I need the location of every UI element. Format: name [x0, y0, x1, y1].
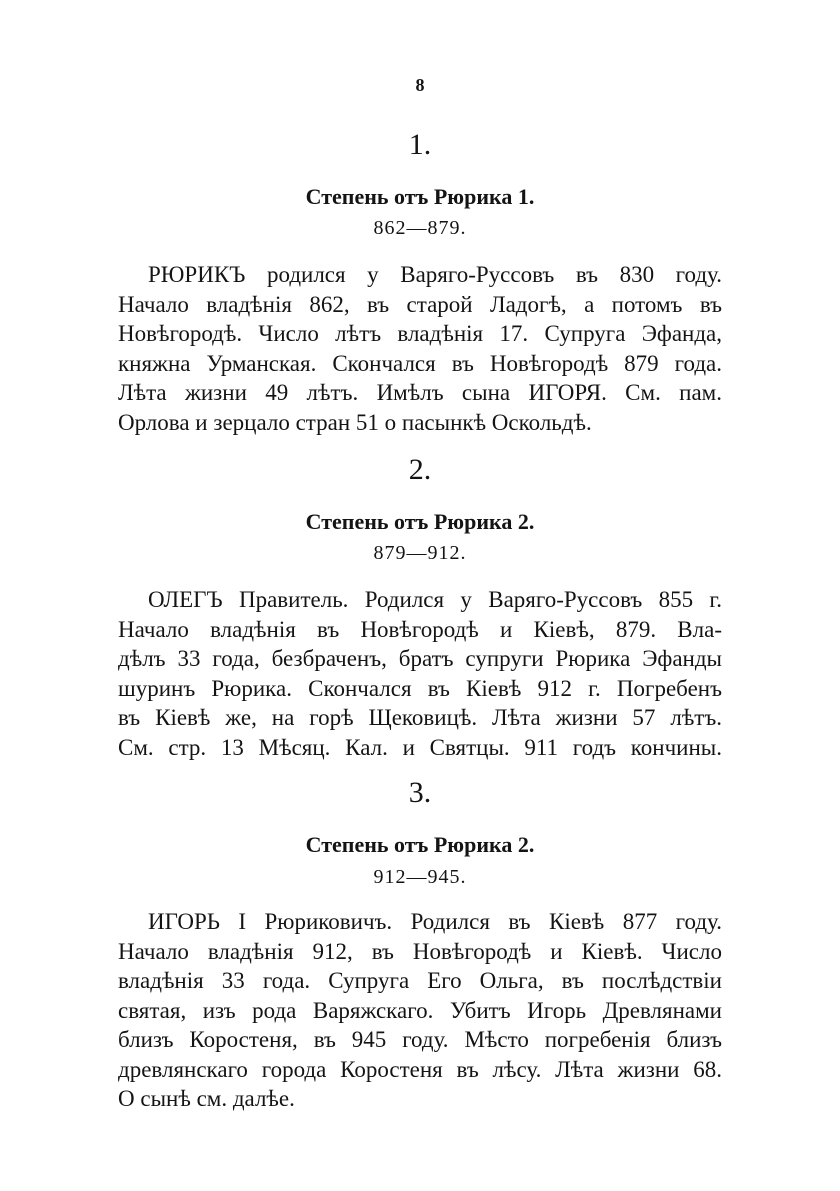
paragraph-line: См. стр. 13 Мѣсяц. Кал. и Святцы. 911 годъ кончины.	[118, 734, 722, 760]
paragraph-line: Орлова и зерцало стран 51 о пасынкѣ Оскольдѣ.	[118, 409, 592, 435]
section-2-heading: Степень отъ Рюрика 2.	[305, 509, 535, 534]
section-3-heading: Степень отъ Рюрика 2.	[305, 832, 535, 857]
paragraph-line: Начало владѣнія 862, въ старой Ладогѣ, а потомъ въ	[118, 291, 722, 317]
paragraph-line: владѣнія 33 года. Супруга Его Ольга, въ послѣдствіи	[118, 968, 722, 993]
paragraph-line: Лѣта жизни 49 лѣтъ. Имѣлъ сына ИГОРЯ. См. пам.	[118, 380, 722, 405]
page-number: 8	[415, 75, 425, 95]
paragraph-line: въ Кіевѣ же, на горѣ Щековицѣ. Лѣта жизни 57 лѣтъ.	[118, 705, 722, 730]
paragraph-line: княжна Урманская. Скончался въ Новѣгородѣ 879 года.	[118, 350, 722, 376]
paragraph-line: дѣлъ 33 года, безбраченъ, братъ супруги Рюрика Эфанды	[118, 646, 722, 671]
paragraph-line: шуринъ Рюрика. Скончался въ Кіевѣ 912 г. Погребенъ	[118, 675, 722, 701]
section-2-number: 2.	[408, 453, 432, 486]
paragraph-line: святая, изъ рода Варяжскаго. Убитъ Игорь Древлянами	[118, 997, 722, 1023]
paragraph-line: ИГОРЬ I Рюриковичъ. Родился въ Кіевѣ 877 году.	[148, 909, 722, 934]
section-2-years: 879—912.	[373, 542, 467, 564]
section-3-paragraph	[118, 907, 722, 1114]
section-3-years: 912—945.	[373, 866, 467, 888]
paragraph-line: Начало владѣнія въ Новѣгородѣ и Кіевѣ, 879. Вла-	[118, 616, 722, 642]
paragraph-line: РЮРИКЪ родился у Варяго-Руссовъ въ 830 году.	[148, 262, 722, 287]
paragraph-line: О сынѣ см. далѣе.	[118, 1086, 295, 1111]
section-1-paragraph	[118, 260, 722, 437]
paragraph-line: Начало владѣнія 912, въ Новѣгородѣ и Кіевѣ. Число	[118, 938, 722, 964]
section-1-years: 862—879.	[373, 217, 467, 239]
section-1-heading: Степень отъ Рюрика 1.	[305, 184, 535, 209]
paragraph-line: близъ Коростеня, въ 945 году. Мѣсто погребенія близъ	[118, 1027, 722, 1052]
paragraph-line: древлянскаго города Коростеня въ лѣсу. Лѣта жизни 68.	[118, 1056, 722, 1082]
section-2-paragraph	[118, 585, 722, 762]
section-3-number: 3.	[408, 776, 432, 809]
section-1-number: 1.	[408, 128, 432, 161]
paragraph-line: ОЛЕГЪ Правитель. Родился у Варяго-Руссовъ 855 г.	[148, 587, 722, 612]
paragraph-line: Новѣгородѣ. Число лѣтъ владѣнія 17. Супруга Эфанда,	[118, 321, 722, 346]
